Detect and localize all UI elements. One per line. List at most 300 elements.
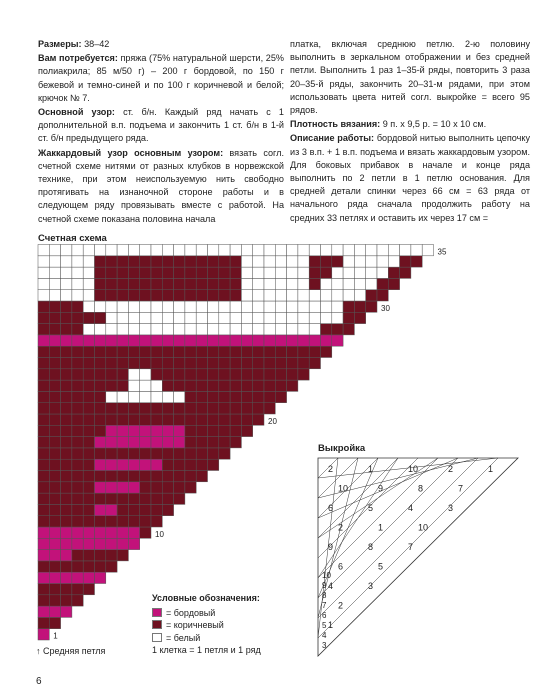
page-number: 6 — [36, 676, 42, 687]
chart-cell — [140, 527, 151, 538]
chart-cell — [174, 278, 185, 289]
chart-cell — [354, 301, 365, 312]
chart-cell — [140, 335, 151, 346]
chart-cell — [61, 584, 72, 595]
chart-cell — [38, 380, 49, 391]
chart-cell — [106, 301, 117, 312]
chart-cell — [38, 437, 49, 448]
chart-cell — [72, 448, 83, 459]
chart-cell — [72, 358, 83, 369]
chart-cell — [117, 335, 128, 346]
chart-cell — [38, 550, 49, 561]
chart-cell — [264, 267, 275, 278]
chart-cell — [275, 278, 286, 289]
chart-cell — [162, 403, 173, 414]
chart-cell — [298, 312, 309, 323]
chart-cell — [377, 256, 388, 267]
chart-cell — [343, 301, 354, 312]
chart-cell — [219, 391, 230, 402]
legend-note: 1 клетка = 1 петля и 1 ряд — [152, 645, 261, 655]
chart-cell — [128, 538, 139, 549]
chart-cell — [151, 493, 162, 504]
chart-cell — [38, 290, 49, 301]
chart-cell — [275, 369, 286, 380]
chart-cell — [298, 324, 309, 335]
chart-cell — [61, 358, 72, 369]
chart-cell — [38, 459, 49, 470]
pattern-number: 6 — [328, 503, 334, 513]
chart-cell — [264, 290, 275, 301]
chart-cell — [140, 437, 151, 448]
legend-item — [152, 607, 261, 620]
chart-cell — [321, 312, 332, 323]
legend-swatch — [152, 633, 162, 642]
chart-cell — [61, 425, 72, 436]
chart-cell — [219, 425, 230, 436]
chart-cell — [162, 256, 173, 267]
chart-cell — [106, 425, 117, 436]
chart-cell — [241, 425, 252, 436]
chart-cell — [140, 516, 151, 527]
chart-cell — [95, 516, 106, 527]
chart-cell — [72, 561, 83, 572]
chart-cell — [309, 245, 320, 256]
pattern-number: 2 — [338, 600, 344, 611]
chart-cell — [275, 324, 286, 335]
chart-cell — [354, 245, 365, 256]
chart-cell — [162, 414, 173, 425]
chart-cell — [354, 256, 365, 267]
chart-cell — [174, 471, 185, 482]
chart-cell — [83, 437, 94, 448]
chart-cell — [117, 471, 128, 482]
chart-cell — [264, 335, 275, 346]
chart-cell — [95, 504, 106, 515]
pattern-number: 10 — [322, 571, 331, 580]
chart-cell — [275, 346, 286, 357]
chart-cell — [366, 290, 377, 301]
chart-cell — [38, 617, 49, 628]
chart-cell — [83, 358, 94, 369]
chart-cell — [162, 471, 173, 482]
chart-cell — [230, 425, 241, 436]
chart-cell — [95, 301, 106, 312]
chart-cell — [208, 358, 219, 369]
chart-cell — [298, 301, 309, 312]
chart-cell — [128, 256, 139, 267]
chart-cell — [117, 504, 128, 515]
chart-cell — [49, 572, 60, 583]
chart-cell — [264, 312, 275, 323]
chart-cell — [49, 346, 60, 357]
chart-cell — [140, 448, 151, 459]
chart-cell — [309, 256, 320, 267]
chart-cell — [219, 301, 230, 312]
chart-cell — [49, 437, 60, 448]
chart-cell — [309, 346, 320, 357]
chart-cell — [185, 267, 196, 278]
chart-cell — [83, 414, 94, 425]
pattern-number: 7 — [322, 601, 327, 610]
chart-cell — [106, 267, 117, 278]
chart-cell — [151, 369, 162, 380]
chart-cell — [219, 448, 230, 459]
chart-cell — [38, 267, 49, 278]
chart-cell — [332, 335, 343, 346]
chart-cell — [151, 448, 162, 459]
chart-cell — [49, 448, 60, 459]
chart-cell — [287, 312, 298, 323]
chart-cell — [275, 245, 286, 256]
chart-cell — [61, 267, 72, 278]
chart-cell — [196, 403, 207, 414]
chart-cell — [174, 301, 185, 312]
pattern-number: 9 — [378, 483, 384, 494]
chart-cell — [61, 504, 72, 515]
paragraph-text: ст. б/н. Каждый ряд начать с 1 дополнительной в.п. подъема и закончить 1 ст. б/н в 1-й ст. б/н предыдущего ряда. — [38, 107, 284, 144]
chart-cell — [196, 437, 207, 448]
chart-cell — [140, 267, 151, 278]
chart-cell — [309, 335, 320, 346]
legend-item — [152, 632, 261, 645]
chart-cell — [38, 516, 49, 527]
chart-cell — [95, 425, 106, 436]
chart-cell — [38, 448, 49, 459]
chart-cell — [162, 493, 173, 504]
chart-cell — [117, 493, 128, 504]
row-number-label: 20 — [268, 416, 277, 426]
chart-cell — [140, 256, 151, 267]
chart-cell — [208, 312, 219, 323]
chart-cell — [140, 425, 151, 436]
chart-cell — [140, 324, 151, 335]
chart-cell — [117, 403, 128, 414]
chart-cell — [95, 245, 106, 256]
chart-cell — [117, 312, 128, 323]
chart-cell — [95, 561, 106, 572]
chart-cell — [95, 335, 106, 346]
chart-cell — [230, 369, 241, 380]
chart-cell — [208, 380, 219, 391]
pattern-number: 5 — [368, 503, 374, 513]
chart-cell — [174, 324, 185, 335]
chart-cell — [128, 493, 139, 504]
chart-cell — [185, 301, 196, 312]
chart-cell — [106, 482, 117, 493]
pattern-number: 6 — [338, 561, 344, 572]
chart-cell — [49, 256, 60, 267]
chart-cell — [196, 358, 207, 369]
chart-cell — [128, 527, 139, 538]
chart-cell — [162, 448, 173, 459]
chart-cell — [196, 278, 207, 289]
chart-cell — [388, 278, 399, 289]
chart-cell — [196, 471, 207, 482]
chart-cell — [185, 358, 196, 369]
chart-cell — [38, 391, 49, 402]
chart-cell — [174, 414, 185, 425]
chart-cell — [72, 380, 83, 391]
chart-cell — [61, 595, 72, 606]
chart-cell — [151, 437, 162, 448]
chart-cell — [140, 471, 151, 482]
chart-cell — [366, 245, 377, 256]
legend-label: = коричневый — [166, 620, 224, 630]
chart-cell — [162, 346, 173, 357]
pattern-number: 5 — [378, 561, 384, 572]
chart-cell — [106, 380, 117, 391]
chart-cell — [162, 267, 173, 278]
chart-cell — [83, 584, 94, 595]
chart-cell — [196, 391, 207, 402]
chart-cell — [72, 267, 83, 278]
chart-cell — [72, 516, 83, 527]
chart-cell — [140, 301, 151, 312]
paragraph-text: бордовой нитью выполнить цепочку из 3 в.п. + 1 в.п. подъема и вязать жаккардовым узором. Для боковых прибавок в начале и конце ряда выполнить по 2 петли в 1 петлю основания. Для средней детали спинки через 66 см = 63 ряда от начального ряда сначала продолжить работу на средних 33 петлях и оставить их через 17 см = — [290, 133, 530, 223]
chart-cell — [128, 267, 139, 278]
pattern-number: 9 — [322, 581, 327, 590]
chart-cell — [208, 335, 219, 346]
chart-cell — [332, 312, 343, 323]
chart-cell — [321, 324, 332, 335]
chart-cell — [275, 256, 286, 267]
chart-cell — [275, 301, 286, 312]
paragraph-heading: Вам потребуется: — [38, 53, 118, 64]
chart-cell — [106, 369, 117, 380]
chart-cell — [162, 301, 173, 312]
chart-cell — [95, 380, 106, 391]
chart-cell — [253, 278, 264, 289]
chart-cell — [253, 256, 264, 267]
chart-cell — [106, 504, 117, 515]
chart-cell — [219, 278, 230, 289]
chart-cell — [185, 346, 196, 357]
chart-cell — [185, 290, 196, 301]
chart-cell — [219, 380, 230, 391]
chart-cell — [83, 572, 94, 583]
legend-item — [152, 619, 261, 632]
pattern-number: 3 — [448, 503, 454, 513]
chart-cell — [208, 425, 219, 436]
chart-cell — [72, 369, 83, 380]
chart-cell — [72, 278, 83, 289]
row-number-label: 30 — [381, 303, 390, 313]
chart-cell — [151, 346, 162, 357]
chart-cell — [162, 278, 173, 289]
chart-cell — [174, 358, 185, 369]
chart-cell — [117, 482, 128, 493]
chart-cell — [151, 482, 162, 493]
chart-cell — [38, 369, 49, 380]
chart-cell — [241, 391, 252, 402]
chart-cell — [83, 504, 94, 515]
chart-cell — [49, 391, 60, 402]
pattern-number: 2 — [448, 464, 454, 474]
paragraph-text: вязать согл. счетной схеме нитями от разных клубков в норвежской технике, при этом неиспользуемую нить свободно протягивать на изнаночной стороне работы и в следующем ряду провязывать вместе с работой. На счетной схеме показана половина начала — [38, 147, 284, 224]
chart-cell — [83, 459, 94, 470]
chart-cell — [72, 538, 83, 549]
chart-cell — [162, 324, 173, 335]
chart-cell — [95, 312, 106, 323]
chart-cell — [298, 290, 309, 301]
chart-cell — [162, 504, 173, 515]
pattern-number: 8 — [418, 483, 424, 494]
chart-cell — [253, 267, 264, 278]
pattern-number: 4 — [408, 503, 414, 513]
chart-cell — [83, 538, 94, 549]
chart-cell — [162, 245, 173, 256]
chart-cell — [151, 391, 162, 402]
chart-cell — [264, 256, 275, 267]
chart-cell — [196, 324, 207, 335]
pattern-number: 7 — [408, 542, 414, 552]
chart-cell — [140, 414, 151, 425]
chart-cell — [83, 245, 94, 256]
chart-cell — [117, 425, 128, 436]
chart-cell — [61, 301, 72, 312]
chart-cell — [196, 312, 207, 323]
chart-cell — [287, 301, 298, 312]
chart-cell — [61, 324, 72, 335]
chart-cell — [38, 572, 49, 583]
chart-cell — [72, 595, 83, 606]
chart-cell — [140, 278, 151, 289]
chart-cell — [241, 335, 252, 346]
chart-cell — [83, 267, 94, 278]
chart-cell — [275, 290, 286, 301]
paragraph-heading: Основной узор: — [38, 107, 115, 118]
chart-cell — [162, 482, 173, 493]
chart-cell — [241, 414, 252, 425]
chart-cell — [61, 391, 72, 402]
chart-cell — [174, 312, 185, 323]
chart-cell — [264, 301, 275, 312]
chart-cell — [151, 380, 162, 391]
chart-cell — [128, 448, 139, 459]
chart-cell — [95, 437, 106, 448]
chart-cell — [174, 369, 185, 380]
chart-cell — [343, 290, 354, 301]
chart-cell — [95, 448, 106, 459]
chart-cell — [106, 550, 117, 561]
row-number-label: 35 — [437, 247, 447, 257]
chart-cell — [61, 471, 72, 482]
chart-cell — [309, 358, 320, 369]
chart-cell — [208, 414, 219, 425]
chart-cell — [253, 346, 264, 357]
chart-cell — [95, 358, 106, 369]
chart-cell — [366, 301, 377, 312]
chart-cell — [38, 278, 49, 289]
chart-cell — [185, 245, 196, 256]
chart-cell — [72, 335, 83, 346]
chart-cell — [185, 471, 196, 482]
chart-cell — [106, 324, 117, 335]
chart-cell — [174, 335, 185, 346]
chart-cell — [309, 267, 320, 278]
chart-cell — [219, 312, 230, 323]
chart-cell — [253, 335, 264, 346]
chart-cell — [377, 267, 388, 278]
chart-cell — [208, 256, 219, 267]
pattern-number: 1 — [488, 464, 494, 474]
chart-cell — [298, 278, 309, 289]
chart-cell — [287, 245, 298, 256]
chart-cell — [83, 290, 94, 301]
chart-cell — [253, 324, 264, 335]
chart-cell — [174, 459, 185, 470]
chart-cell — [128, 437, 139, 448]
chart-cell — [106, 290, 117, 301]
chart-cell — [241, 245, 252, 256]
chart-cell — [38, 606, 49, 617]
pattern-number: 9 — [328, 542, 334, 552]
chart-cell — [83, 312, 94, 323]
chart-cell — [117, 245, 128, 256]
chart-cell — [241, 346, 252, 357]
chart-cell — [72, 425, 83, 436]
chart-cell — [377, 290, 388, 301]
chart-cell — [208, 448, 219, 459]
legend-title: Условные обозначения: — [152, 593, 260, 603]
chart-cell — [106, 256, 117, 267]
pattern-number: 10 — [408, 464, 419, 474]
chart-cell — [230, 324, 241, 335]
chart-cell — [128, 335, 139, 346]
chart-cell — [196, 301, 207, 312]
chart-cell — [151, 256, 162, 267]
chart-cell — [49, 527, 60, 538]
chart-cell — [343, 278, 354, 289]
chart-cell — [38, 482, 49, 493]
chart-cell — [128, 358, 139, 369]
chart-cell — [95, 527, 106, 538]
chart-cell — [95, 267, 106, 278]
chart-cell — [128, 425, 139, 436]
chart-cell — [411, 245, 422, 256]
chart-cell — [174, 482, 185, 493]
chart-cell — [72, 459, 83, 470]
paragraph-heading: Жаккардовый узор основным узором: — [38, 147, 224, 158]
pattern-number: 4 — [328, 581, 334, 591]
chart-cell — [174, 391, 185, 402]
chart-cell — [162, 380, 173, 391]
chart-cell — [174, 403, 185, 414]
chart-cell — [38, 584, 49, 595]
chart-cell — [61, 493, 72, 504]
chart-cell — [321, 301, 332, 312]
chart-cell — [275, 358, 286, 369]
chart-cell — [95, 538, 106, 549]
chart-cell — [230, 278, 241, 289]
paragraph-heading: Описание работы: — [290, 133, 375, 144]
chart-cell — [61, 403, 72, 414]
chart-cell — [38, 346, 49, 357]
chart-cell — [174, 380, 185, 391]
chart-cell — [128, 471, 139, 482]
chart-cell — [83, 346, 94, 357]
pattern-number: 1 — [378, 522, 384, 533]
pattern-number: 6 — [322, 611, 327, 620]
chart-cell — [72, 256, 83, 267]
chart-cell — [38, 312, 49, 323]
chart-cell — [128, 516, 139, 527]
chart-cell — [61, 278, 72, 289]
chart-cell — [117, 380, 128, 391]
chart-cell — [354, 290, 365, 301]
chart-cell — [287, 290, 298, 301]
chart-cell — [253, 391, 264, 402]
